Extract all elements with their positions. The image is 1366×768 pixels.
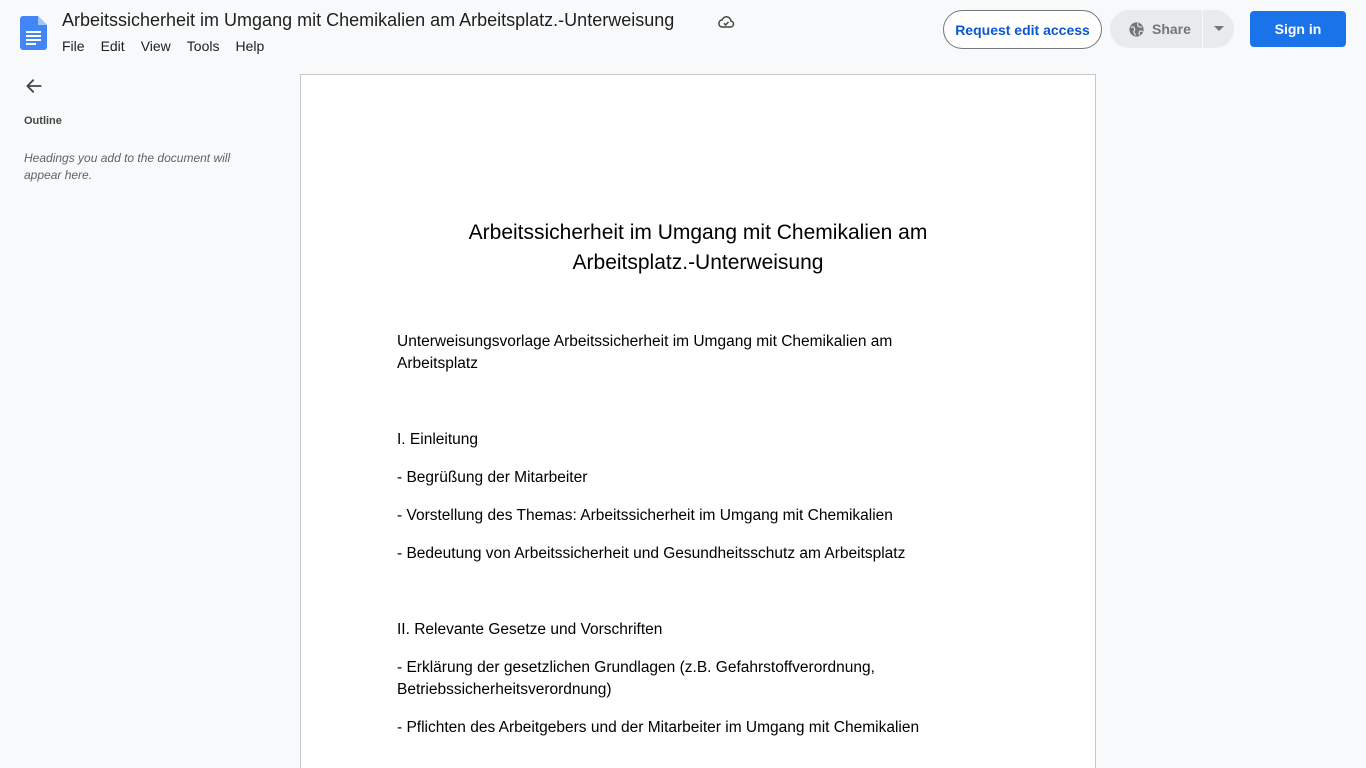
document-paragraph: - Begrüßung der Mitarbeiter	[397, 469, 588, 486]
share-label: Share	[1152, 21, 1191, 37]
document-title[interactable]: Arbeitssicherheit im Umgang mit Chemikalien am Arbeitsplatz.-Unterweisung	[62, 10, 675, 30]
menu-bar	[54, 36, 272, 56]
app-header	[0, 0, 1366, 64]
document-heading-line-1: Arbeitssicherheit im Umgang mit Chemikalien am	[468, 221, 928, 244]
cloud-saved-icon[interactable]	[716, 12, 736, 32]
document-paragraph: - Pflichten des Arbeitgebers und der Mitarbeiter im Umgang mit Chemikalien	[397, 719, 920, 736]
sign-in-button[interactable]: Sign in	[1250, 11, 1346, 47]
globe-icon	[1128, 21, 1145, 38]
document-paragraph: - Erklärung der gesetzlichen Grundlagen (z.B. Gefahrstoffverordnung, Betriebssicherheitsverordnung)	[397, 659, 875, 698]
google-docs-icon[interactable]	[20, 16, 47, 50]
outline-title: Outline	[24, 115, 62, 127]
document-paragraph: Unterweisungsvorlage Arbeitssicherheit im Umgang mit Chemikalien am Arbeitsplatz	[397, 333, 893, 372]
share-dropdown-button[interactable]	[1203, 10, 1234, 48]
document-paragraph: II. Relevante Gesetze und Vorschriften	[397, 621, 663, 638]
document-paragraph: I. Einleitung	[397, 431, 478, 448]
request-edit-access-button[interactable]: Request edit access	[943, 10, 1102, 49]
document-heading	[397, 218, 999, 278]
share-button-group	[1110, 10, 1234, 48]
menu-tools[interactable]: Tools	[186, 38, 220, 54]
menu-file[interactable]: File	[62, 38, 85, 54]
document-paragraph: - Bedeutung von Arbeitssicherheit und Gesundheitsschutz am Arbeitsplatz	[397, 545, 906, 562]
menu-help[interactable]: Help	[235, 38, 265, 54]
menu-view[interactable]: View	[140, 38, 171, 54]
outline-back-button[interactable]	[20, 72, 48, 100]
document-paragraph: - Vorstellung des Themas: Arbeitssicherheit im Umgang mit Chemikalien	[397, 507, 893, 524]
caret-down-icon	[1214, 26, 1224, 32]
share-button[interactable]	[1110, 10, 1202, 48]
outline-empty-message: Headings you add to the document will appear here.	[24, 151, 231, 182]
document-body	[397, 331, 957, 739]
arrow-left-icon	[24, 76, 44, 96]
document-heading-line-2: Arbeitsplatz.-Unterweisung	[572, 251, 824, 274]
menu-edit[interactable]: Edit	[100, 38, 125, 54]
document-page[interactable]	[300, 74, 1096, 768]
